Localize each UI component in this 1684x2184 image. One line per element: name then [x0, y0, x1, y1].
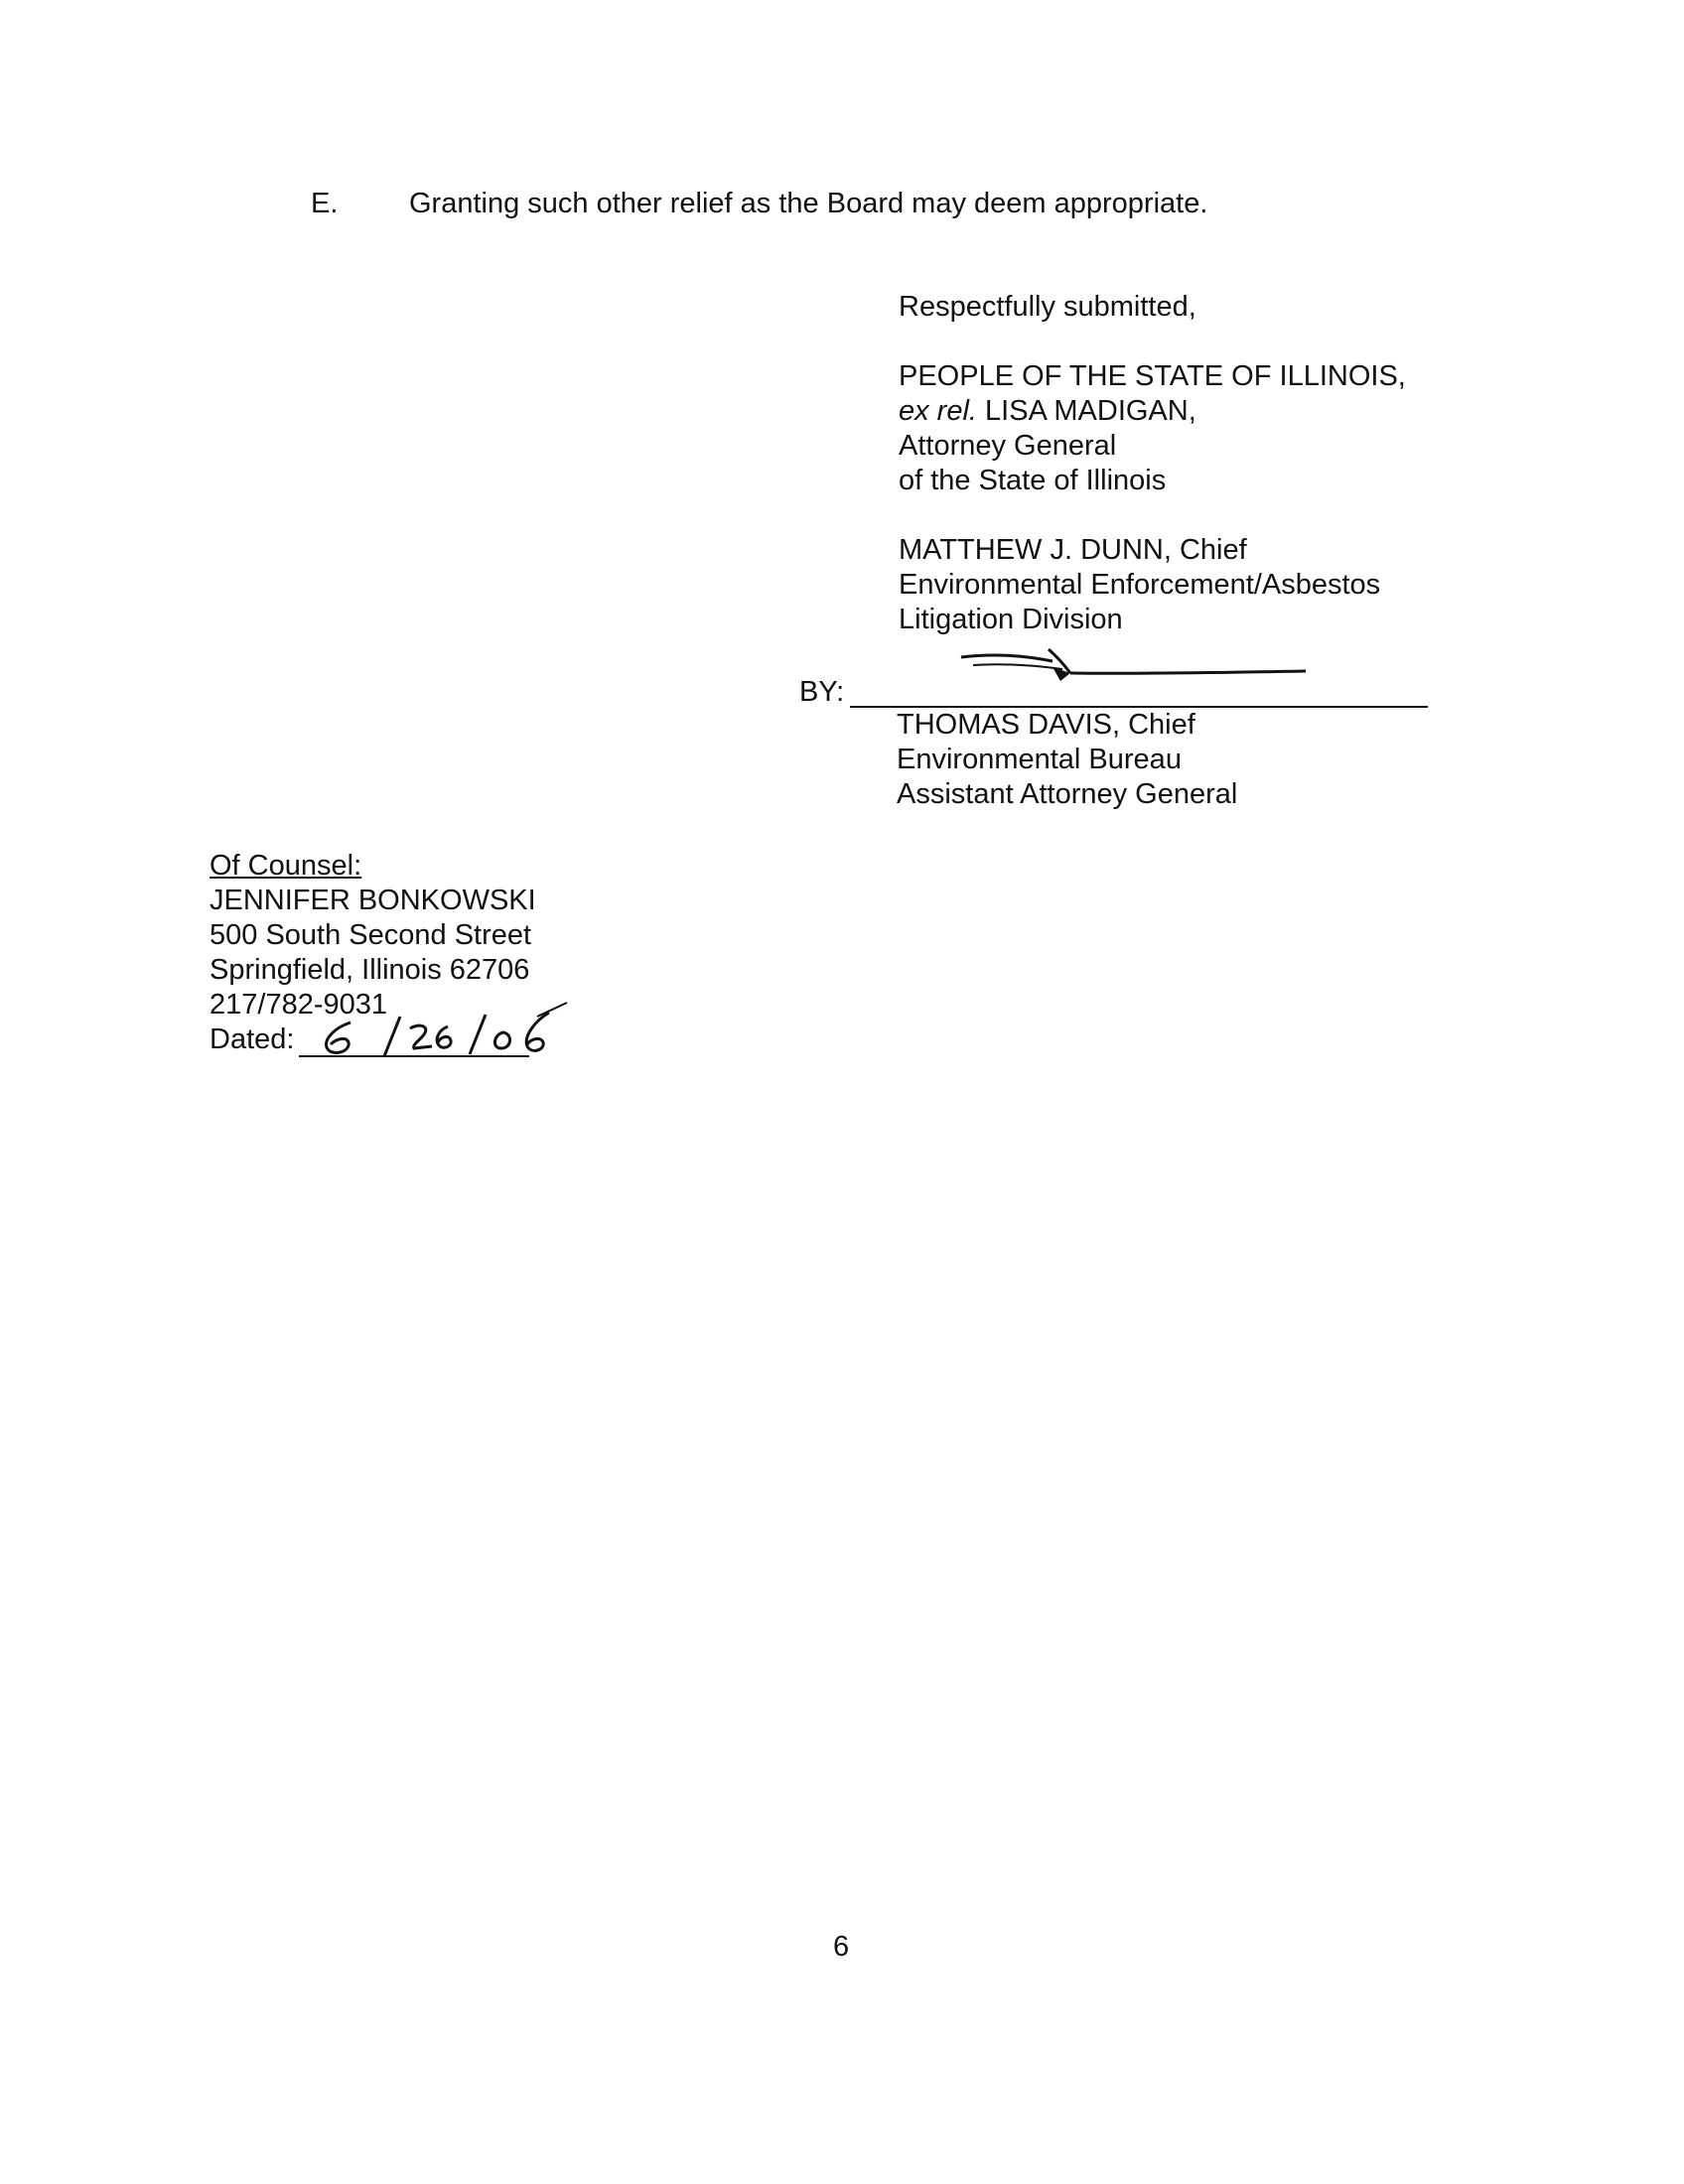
division-line-2: Environmental Enforcement/Asbestos [899, 569, 1381, 601]
relief-letter: E. [311, 188, 339, 219]
counsel-heading: Of Counsel: [210, 850, 362, 882]
party-line-1: PEOPLE OF THE STATE OF ILLINOIS, [899, 360, 1406, 392]
dated-label: Dated: [210, 1024, 295, 1055]
party-ex-rel: ex rel. [899, 395, 977, 427]
counsel-name: JENNIFER BONKOWSKI [210, 885, 536, 916]
party-line-3: Attorney General [899, 430, 1117, 462]
closing-line: Respectfully submitted, [899, 291, 1196, 323]
party-block [899, 359, 1406, 498]
handwritten-date [293, 993, 571, 1062]
party-line-4: of the State of Illinois [899, 465, 1167, 496]
party-line-2 [899, 394, 1406, 429]
signer-name: THOMAS DAVIS, Chief [897, 709, 1195, 741]
relief-text: Granting such other relief as the Board may deem appropriate. [409, 188, 1208, 219]
counsel-phone: 217/782-9031 [210, 989, 387, 1021]
signer-title-1: Environmental Bureau [897, 744, 1182, 775]
division-line-1: MATTHEW J. DUNN, Chief [899, 534, 1247, 566]
handwritten-date-value [299, 1023, 302, 1024]
page-number: 6 [833, 1931, 850, 1963]
party-attorney-name: LISA MADIGAN, [976, 395, 1196, 427]
division-block [899, 533, 1380, 637]
signer-block [897, 708, 1237, 812]
counsel-street: 500 South Second Street [210, 919, 532, 951]
by-label: BY: [799, 676, 845, 708]
handwritten-signature [953, 643, 1311, 703]
signer-title-2: Assistant Attorney General [897, 778, 1238, 810]
counsel-city: Springfield, Illinois 62706 [210, 954, 530, 986]
division-line-3: Litigation Division [899, 604, 1123, 635]
